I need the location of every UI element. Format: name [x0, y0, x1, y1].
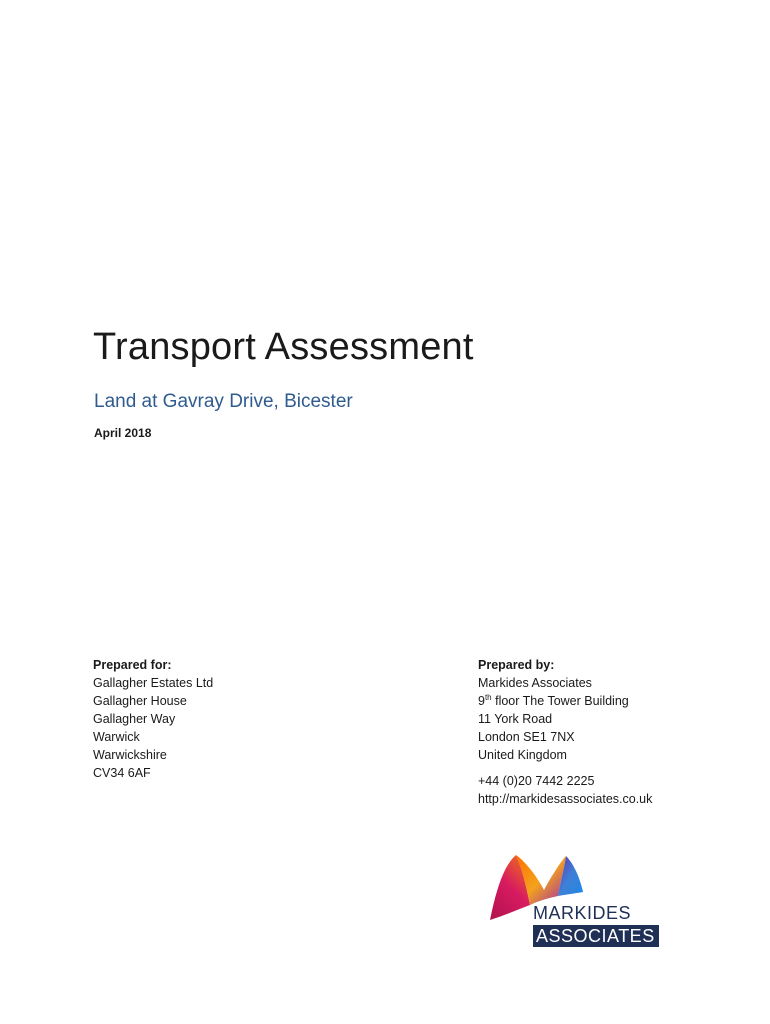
prepared-by-city: London SE1 7NX — [478, 730, 575, 744]
prepared-for-block — [93, 656, 213, 782]
floor-suffix: th — [484, 692, 492, 702]
logo-text-associates: ASSOCIATES — [533, 925, 659, 947]
prepared-for-line: Warwickshire — [93, 748, 167, 762]
floor-number: 9 — [478, 694, 485, 708]
prepared-for-line: CV34 6AF — [93, 766, 151, 780]
floor-rest: floor The Tower Building — [491, 694, 629, 708]
document-date: April 2018 — [94, 426, 152, 440]
website-link[interactable]: http://markidesassociates.co.uk — [478, 792, 653, 806]
prepared-for-line: Gallagher Estates Ltd — [93, 676, 214, 690]
contact-block — [478, 772, 652, 808]
prepared-by-block — [478, 656, 629, 764]
prepared-for-line: Warwick — [93, 730, 140, 744]
prepared-by-floor — [478, 692, 629, 710]
phone-number: +44 (0)20 7442 2225 — [478, 774, 595, 788]
document-title: Transport Assessment — [93, 326, 474, 368]
document-subtitle: Land at Gavray Drive, Bicester — [94, 391, 353, 412]
prepared-for-line: Gallagher House — [93, 694, 187, 708]
prepared-by-country: United Kingdom — [478, 748, 567, 762]
logo-text-markides: MARKIDES — [533, 903, 632, 923]
prepared-by-street: 11 York Road — [478, 712, 553, 726]
prepared-by-heading: Prepared by: — [478, 658, 555, 672]
prepared-for-heading: Prepared for: — [93, 658, 172, 672]
prepared-for-line: Gallagher Way — [93, 712, 176, 726]
prepared-by-company: Markides Associates — [478, 676, 592, 690]
